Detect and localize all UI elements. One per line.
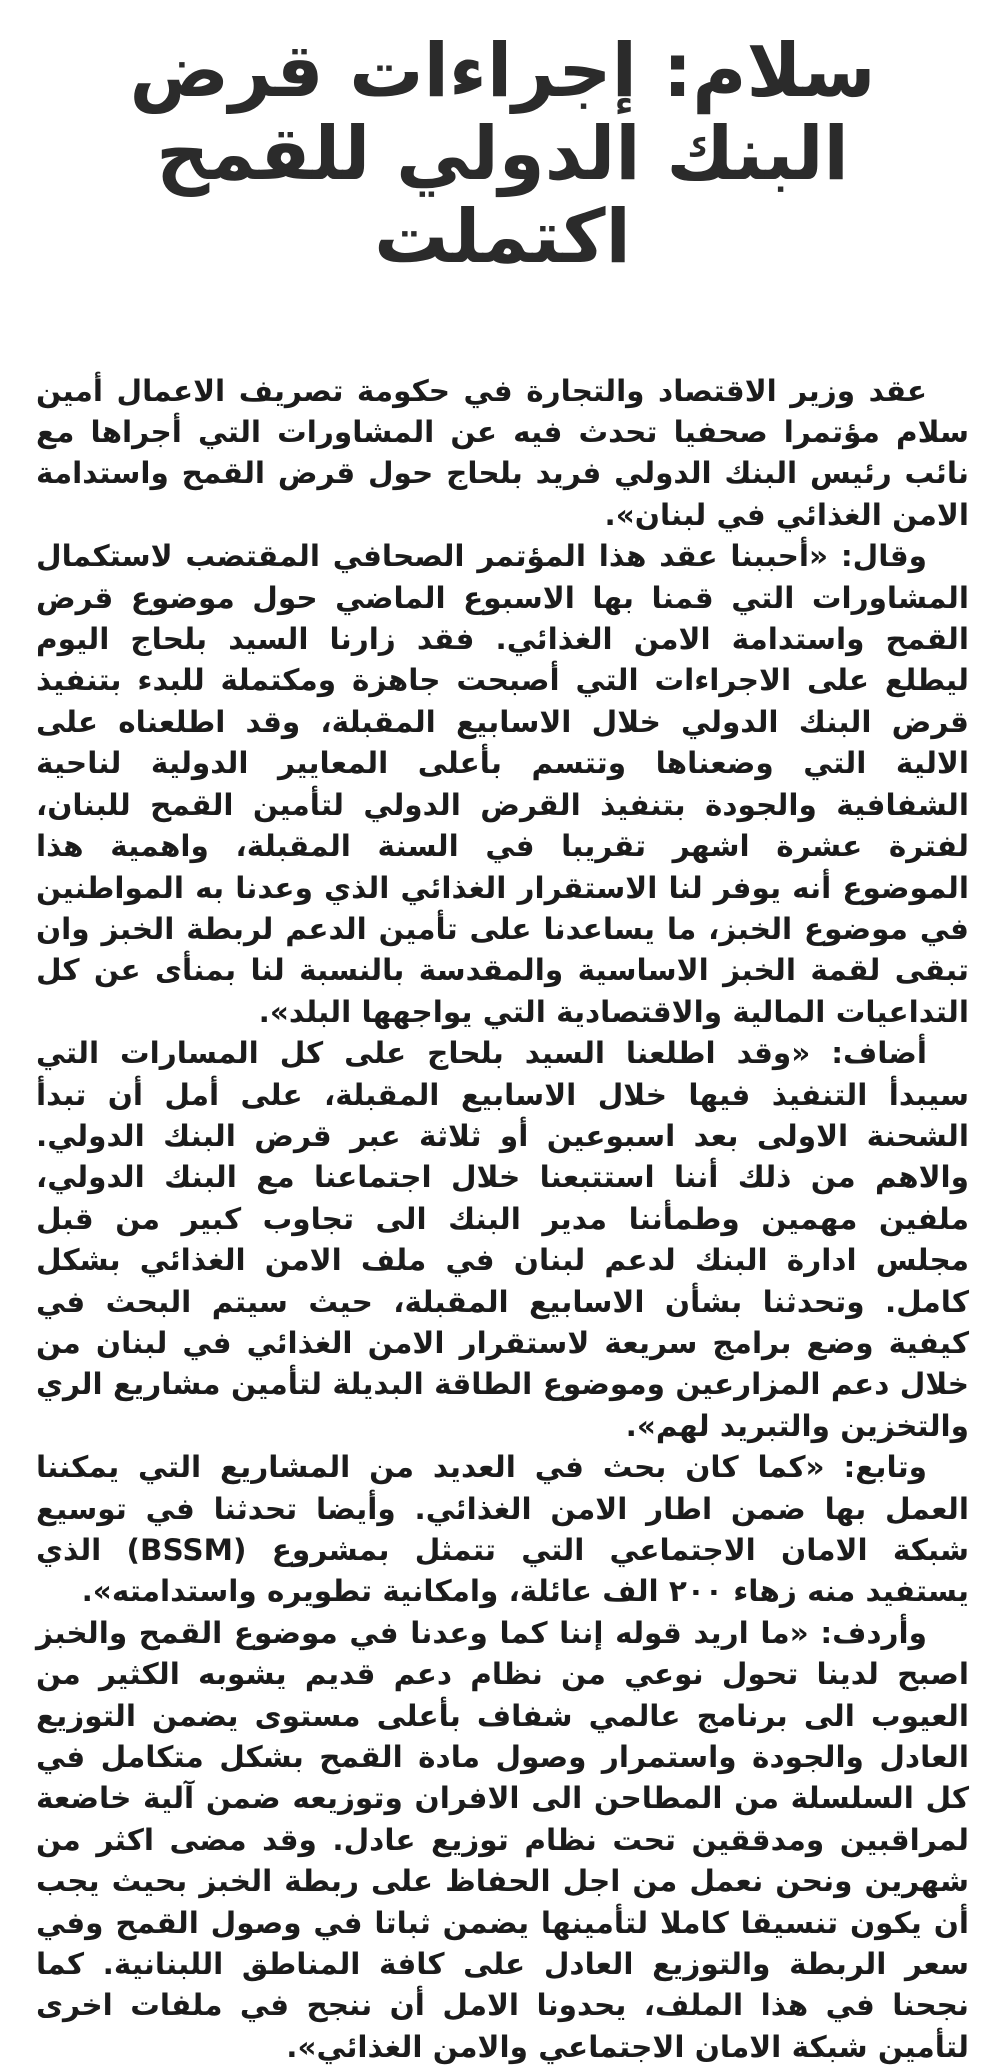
headline xyxy=(36,30,969,279)
paragraph-intro: عقد وزير الاقتصاد والتجارة في حكومة تصريف الاعمال أمين سلام مؤتمرا صحفيا تحدث فيه عن المشاورات التي أجراها مع نائب رئيس البنك الدولي فريد بلحاج حول قرض القمح واستدامة الامن الغذائي في لبنان». xyxy=(36,373,969,532)
article-body xyxy=(36,371,969,2068)
paragraph-quote-3: وتابع: «كما كان بحث في العديد من المشاريع التي يمكننا العمل بها ضمن اطار الامن الغذائي. وأيضا تحدثنا في توسيع شبكة الامان الاجتماعي التي تتمثل بمشروع (BSSM) الذي يستفيد منه زهاء ٢٠٠ الف عائلة، وامكانية تطويره واستدامته». xyxy=(36,1450,969,1609)
paragraph-quote-1: وقال: «أحببنا عقد هذا المؤتمر الصحافي المقتضب لاستكمال المشاورات التي قمنا بها الاسبوع الماضي حول موضوع قرض القمح واستدامة الامن الغذائي. فقد زارنا السيد بلحاج اليوم ليطلع على الاجراءات التي أصبحت جاهزة ومكتملة للبدء بتنفيذ قرض البنك الدولي خلال الاسابيع المقبلة، وقد اطلعناه على الالية التي وضعناها وتتسم بأعلى المعايير الدولية لناحية الشفافية والجودة بتنفيذ القرض الدولي لتأمين القمح للبنان، لفترة عشرة اشهر تقريبا في السنة المقبلة، واهمية هذا الموضوع أنه يوفر لنا الاستقرار الغذائي الذي وعدنا به المواطنين في موضوع الخبز، ما يساعدنا على تأمين الدعم لربطة الخبز وان تبقى لقمة الخبز الاساسية والمقدسة بالنسبة لنا بمنأى عن كل التداعيات المالية والاقتصادية التي يواجهها البلد». xyxy=(36,539,969,1029)
headline-line-2: البنك الدولي للقمح اكتملت xyxy=(156,110,849,280)
paragraph-quote-2: أضاف: «وقد اطلعنا السيد بلحاج على كل المسارات التي سيبدأ التنفيذ فيها خلال الاسابيع المقبلة، على أمل أن تبدأ الشحنة الاولى بعد اسبوعين أو ثلاثة عبر قرض البنك الدولي. والاهم من ذلك أننا استتبعنا خلال اجتماعنا مع البنك الدولي، ملفين مهمين وطمأننا مدير البنك الى تجاوب كبير من قبل مجلس ادارة البنك لدعم لبنان في ملف الامن الغذائي بشكل كامل. وتحدثنا بشأن الاسابيع المقبلة، حيث سيتم البحث في كيفية وضع برامج سريعة لاستقرار الامن الغذائي في لبنان من خلال دعم المزارعين وموضوع الطاقة البديلة لتأمين مشاريع الري والتخزين والتبريد لهم». xyxy=(36,1036,969,1443)
headline-line-1: سلام: إجراءات قرض xyxy=(129,28,876,114)
paragraph-quote-4: وأردف: «ما اريد قوله إننا كما وعدنا في موضوع القمح والخبز اصبح لدينا تحول نوعي من نظام دعم قديم يشوبه الكثير من العيوب الى برنامج عالمي شفاف بأعلى مستوى يضمن التوزيع العادل والجودة واستمرار وصول مادة القمح بشكل متكامل في كل السلسلة من المطاحن الى الافران وتوزيعه ضمن آلية خاضعة لمراقبين ومدققين تحت نظام توزيع عادل. وقد مضى اكثر من شهرين ونحن نعمل من اجل الحفاظ على ربطة الخبز بحيث يجب أن يكون تنسيقا كاملا لتأمينها يضمن ثباتا في وصول القمح وفي سعر الربطة والتوزيع العادل على كافة المناطق اللبنانية. كما نجحنا في هذا الملف، يحدونا الامل أن ننجح في ملفات اخرى لتأمين شبكة الامان الاجتماعي والامن الغذائي». xyxy=(36,1615,969,2064)
